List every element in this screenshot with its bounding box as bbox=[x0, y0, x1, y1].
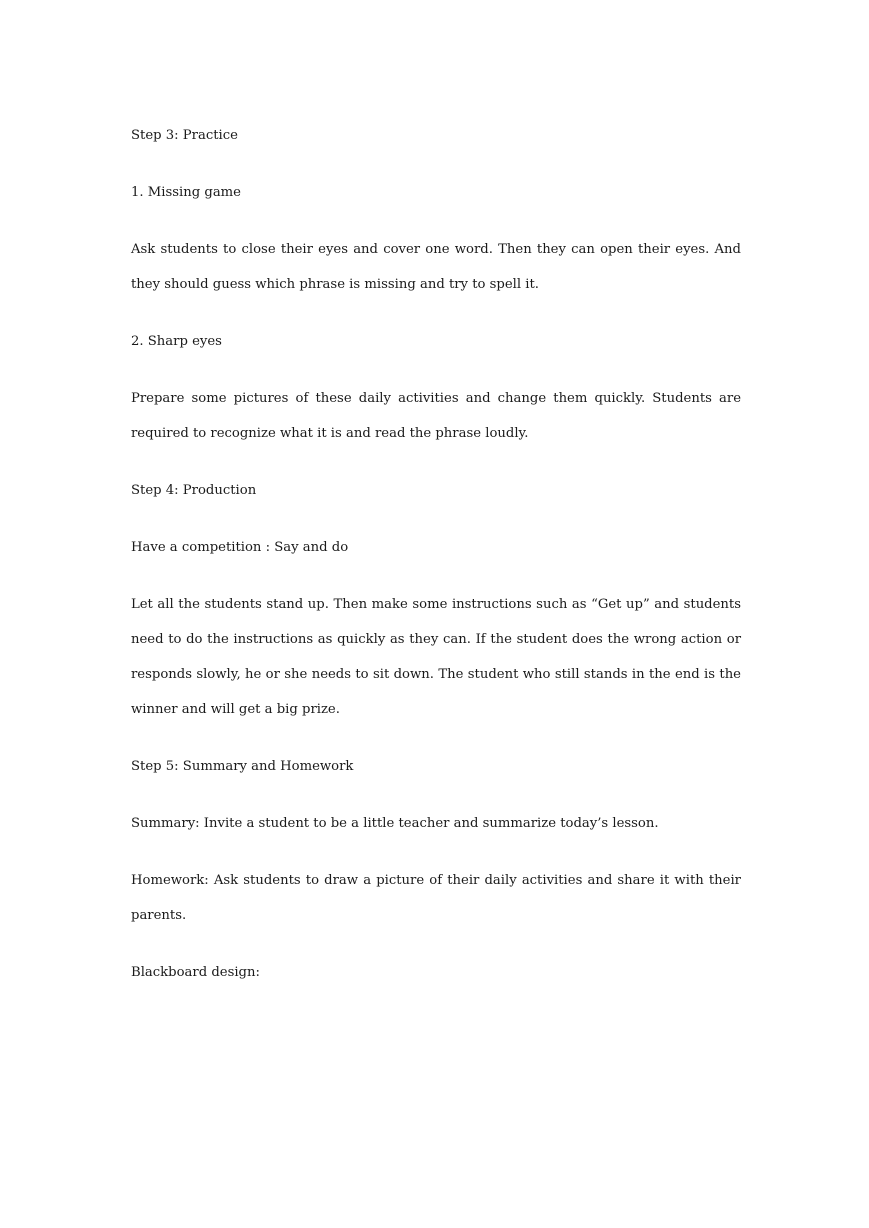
competition-body: Let all the students stand up. Then make some instructions such as “Get up” and students need to do the instructions as quickly as they can. If the student does the wrong action or responds slowly, he or she needs to sit down. The student who still stands in the end is the winner and will get a big prize. bbox=[131, 597, 746, 717]
sharp-eyes-body: Prepare some pictures of these daily activities and change them quickly. Students are required to recognize what it is and read the phrase loudly. bbox=[131, 391, 746, 441]
document-page bbox=[131, 118, 746, 990]
step3-heading: Step 3: Practice bbox=[131, 128, 238, 143]
summary-text: Summary: Invite a student to be a little teacher and summarize today’s lesson. bbox=[131, 816, 659, 831]
homework-text: Homework: Ask students to draw a picture of their daily activities and share it with their parents. bbox=[131, 873, 746, 923]
step4-heading: Step 4: Production bbox=[131, 483, 257, 498]
missing-game-body: Ask students to close their eyes and cover one word. Then they can open their eyes. And they should guess which phrase is missing and try to spell it. bbox=[131, 242, 746, 292]
sharp-eyes-title: 2. Sharp eyes bbox=[131, 334, 222, 349]
blackboard-design-label: Blackboard design: bbox=[131, 965, 260, 980]
competition-title: Have a competition : Say and do bbox=[131, 540, 349, 555]
missing-game-title: 1. Missing game bbox=[131, 185, 241, 200]
step5-heading: Step 5: Summary and Homework bbox=[131, 759, 354, 774]
